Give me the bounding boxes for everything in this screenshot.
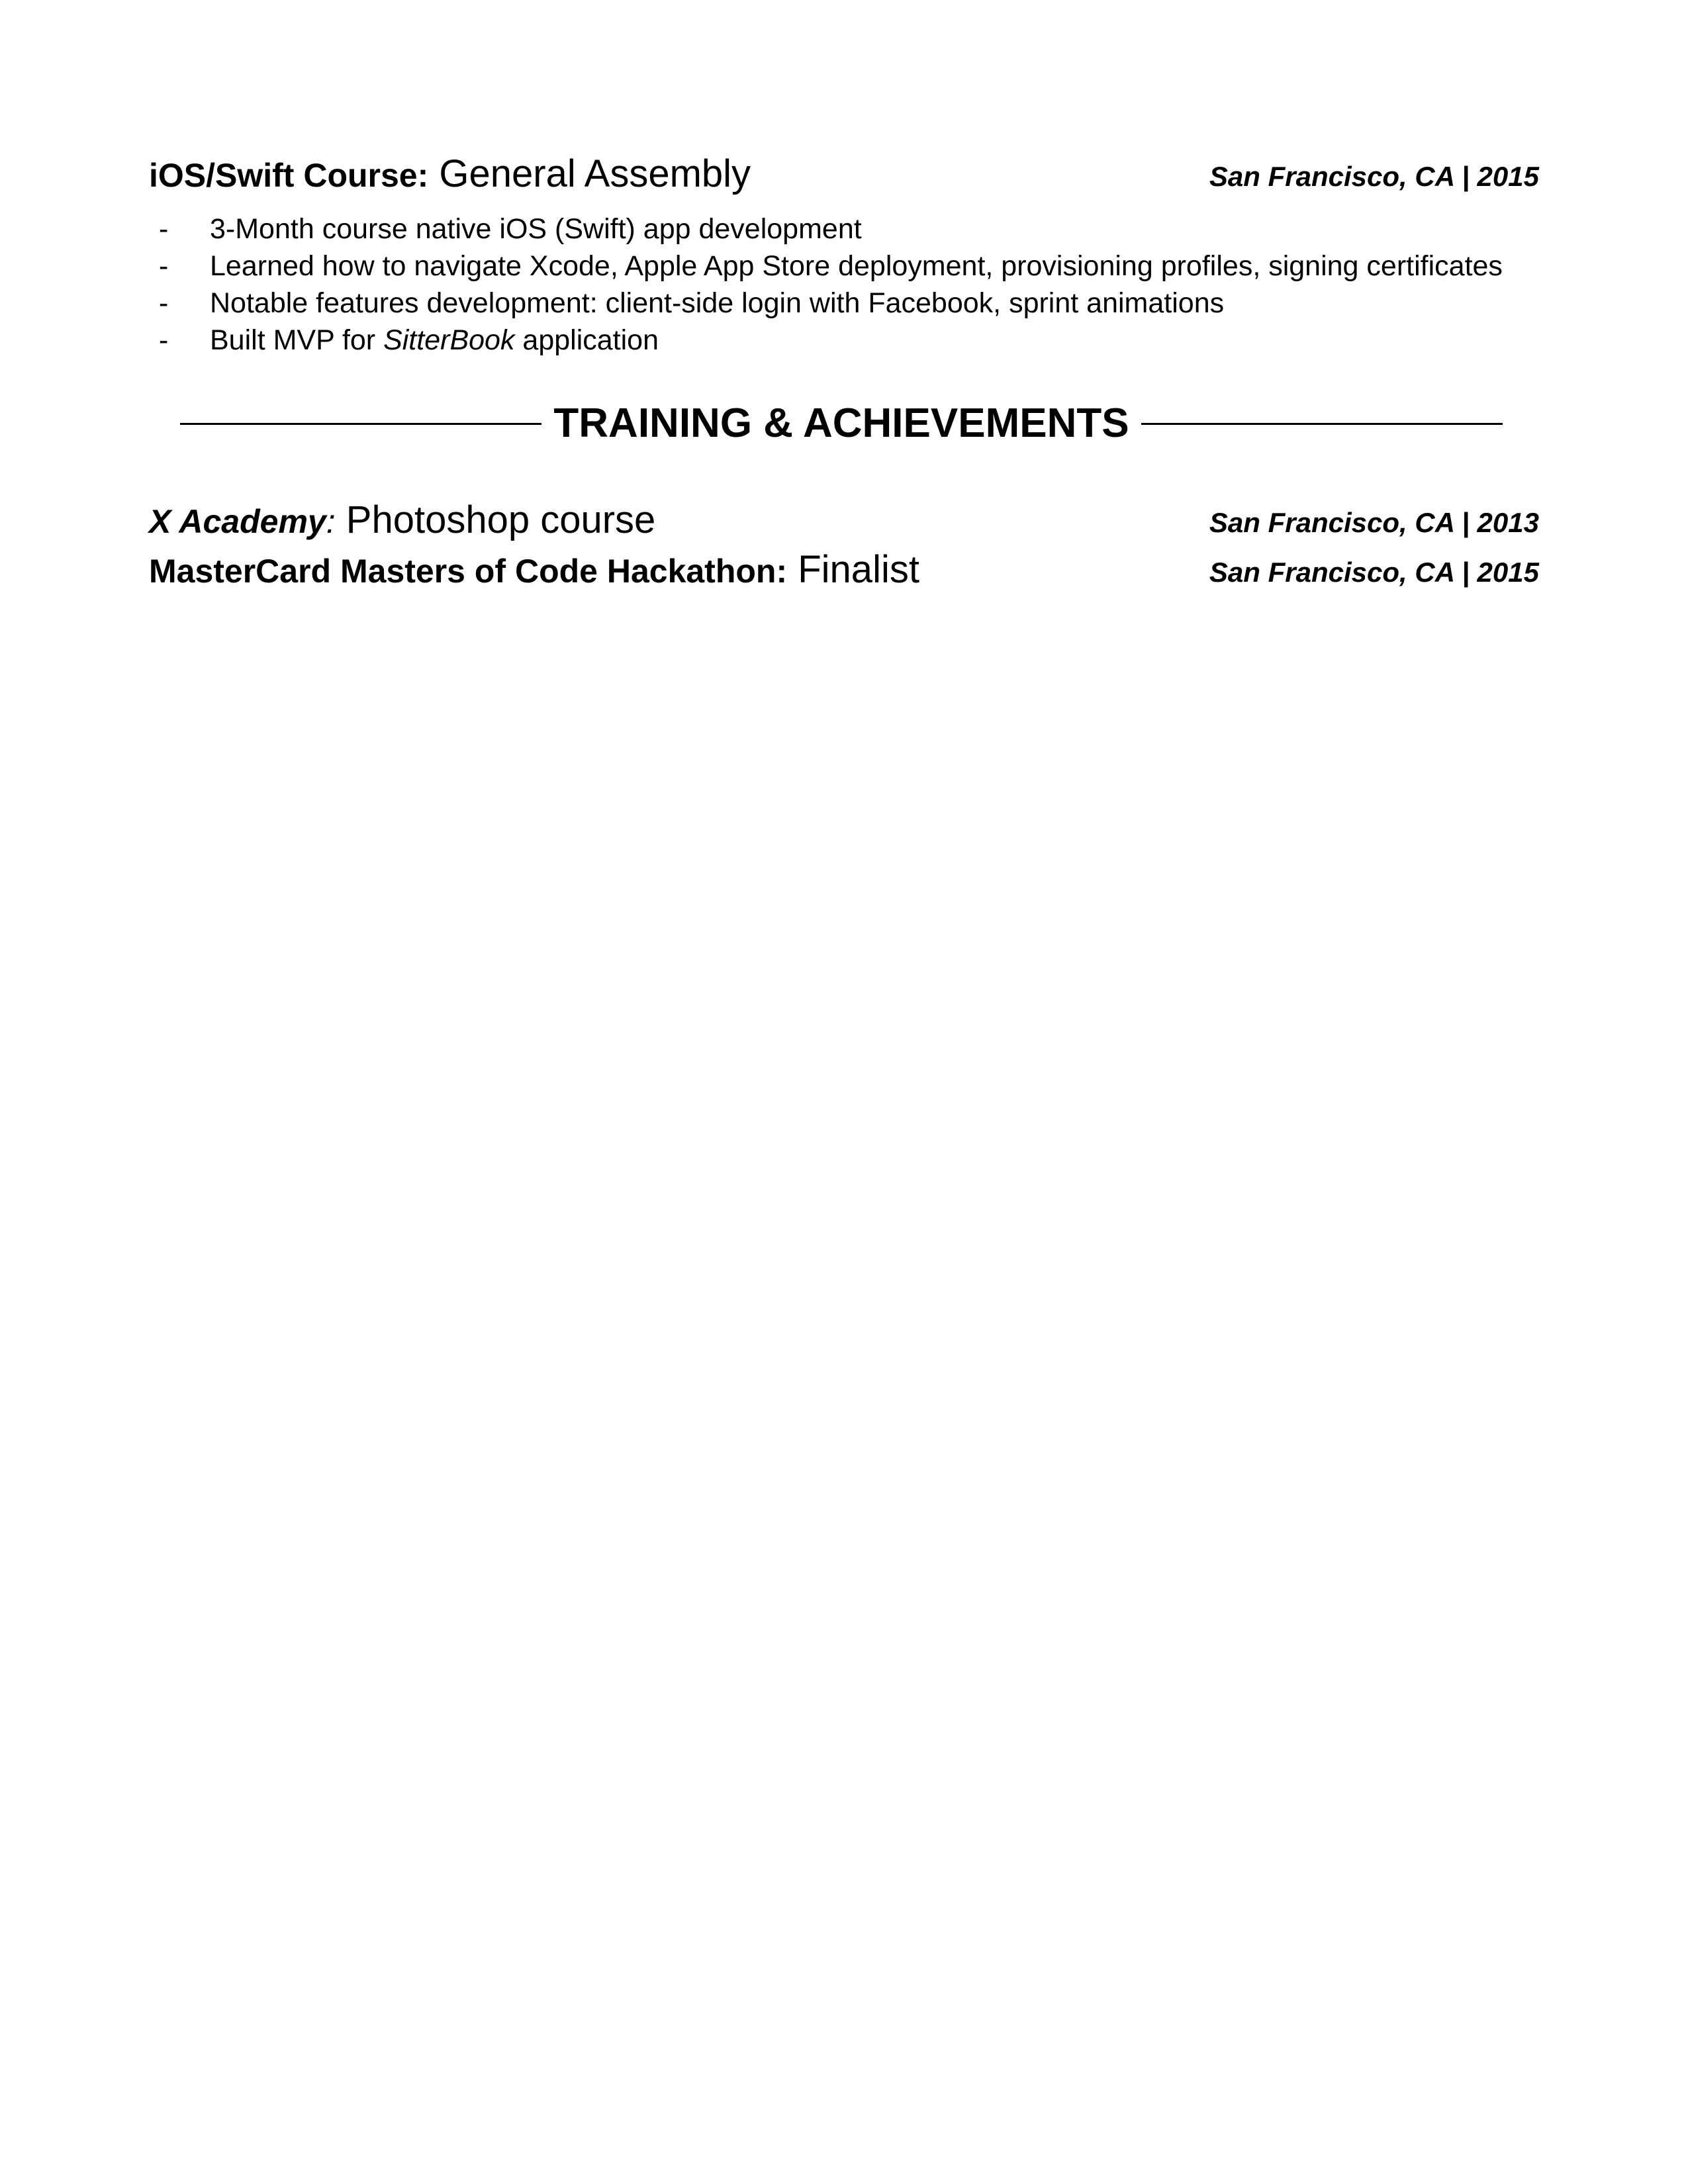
training-section-header [180, 397, 1503, 450]
bullet-suffix: application [514, 324, 659, 356]
training-entry-value: Finalist [787, 548, 919, 591]
course-institution: General Assembly [428, 152, 751, 195]
list-item [149, 322, 1539, 359]
course-bullet-list [149, 210, 1539, 359]
training-entry-separator: : [326, 503, 336, 540]
training-entry-x-academy [149, 486, 1539, 539]
ios-course-title [149, 152, 751, 195]
ios-course-heading [149, 140, 1539, 193]
training-entry-title [149, 498, 656, 541]
course-label: iOS/Swift Course: [149, 157, 429, 194]
bullet-text: Notable features development: client-side login with Facebook, sprint animations [210, 287, 1225, 319]
training-entry-title [149, 548, 919, 591]
list-item [149, 285, 1539, 322]
section-rule-left [180, 423, 541, 425]
training-entry-label: MasterCard Masters of Code Hackathon: [149, 553, 788, 590]
training-entry-location-date: San Francisco, CA | 2013 [1209, 507, 1539, 538]
course-location-date: San Francisco, CA | 2015 [1209, 161, 1539, 192]
bullet-text: 3-Month course native iOS (Swift) app development [210, 213, 862, 245]
bullet-dash: - [159, 287, 169, 319]
section-title: TRAINING & ACHIEVEMENTS [553, 400, 1129, 446]
bullet-prefix: Built MVP for [210, 324, 384, 356]
training-entry-location-date: San Francisco, CA | 2015 [1209, 557, 1539, 588]
list-item [149, 248, 1539, 285]
bullet-dash: - [159, 324, 169, 356]
bullet-dash: - [159, 213, 169, 245]
section-rule-right [1141, 423, 1503, 425]
list-item [149, 210, 1539, 248]
training-entry-hackathon [149, 536, 1539, 589]
bullet-dash: - [159, 250, 169, 282]
training-entry-value: Photoshop course [335, 498, 656, 541]
app-name-emphasis: SitterBook [383, 324, 515, 356]
bullet-text: Learned how to navigate Xcode, Apple App Store deployment, provisioning profiles, signing certificates [210, 250, 1503, 282]
training-entry-label: X Academy [149, 503, 326, 540]
bullet-text [210, 322, 659, 359]
